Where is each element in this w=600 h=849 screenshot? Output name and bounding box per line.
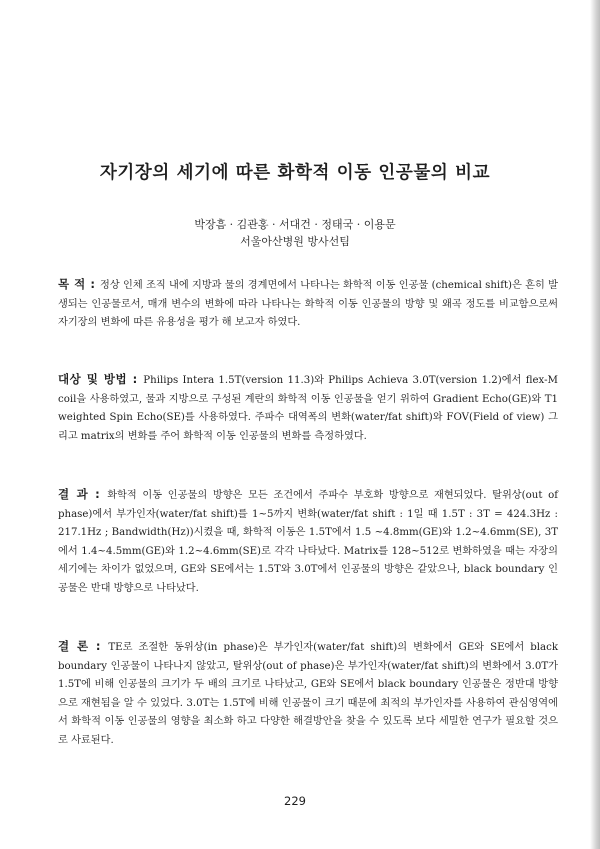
section-conclusion <box>58 637 558 751</box>
section-label: 결 과 : <box>58 487 108 501</box>
section-text: TE로 조절한 동위상(in phase)은 부가인자(water/fat shift)의 변화에서 GE와 SE에서 black boundary 인공물이 나타나지 않았고, 탈위상(out of phase)은 부가인자(water/fat shift)의 변화에서 3.0T가 1.5T에 비해 인공물의 크기가 두 배의 크기로 나타났고, GE와 SE에서 black boundary 인공물은 정반대 방향으로 재현됨을 알 수 있었다. 3.0T는 1.5T에 비해 인공물이 크기 때문에 최적의 부가인자를 사용하여 관심영역에서 화학적 이동 인공물의 영향을 최소화 하고 다양한 해결방안을 찾을 수 있도록 보다 세밀한 연구가 필요할 것으로 사료된다. <box>58 642 558 746</box>
section-methods <box>58 370 558 446</box>
section-label: 대상 및 방법 : <box>58 372 144 386</box>
author-block <box>0 216 590 250</box>
author-list: 박장흠 · 김관홍 · 서대건 · 정태국 · 이용문 <box>194 218 396 231</box>
affiliation: 서울아산병원 방사선팀 <box>240 235 350 248</box>
section-results <box>58 485 558 599</box>
section-label: 목 적 : <box>58 277 101 291</box>
page-edge-shadow <box>590 0 600 849</box>
section-label: 결 론 : <box>58 639 109 653</box>
page-number: 229 <box>284 794 306 808</box>
paper-title: 자기장의 세기에 따른 화학적 이동 인공물의 비교 <box>99 162 491 183</box>
section-text: 화학적 이동 인공물의 방향은 모든 조건에서 주파수 부호화 방향으로 재현되었다. 탈위상(out of phase)에서 부가인자(water/fat shift)를 1~5까지 변화(water/fat shift : 1일 때 1.5T : 3T = 424.3Hz : 217.1Hz ; Bandwidth(Hz))시켰을 때, 화학적 이동은 1.5T에서 1.5 ~4.8mm(GE)와 1.2~4.6mm(SE), 3T에서 1.4~4.5mm(GE)와 1.2~4.6mm(SE)로 각각 나타났다. Matrix를 128~512로 변화하였을 때는 자장의 세기에는 차이가 없었으며, GE와 SE에서는 1.5T와 3.0T에서 인공물의 방향은 같았으나, black boundary 인공물은 반대 방향으로 나타났다. <box>58 490 559 594</box>
section-text: Philips Intera 1.5T(version 11.3)와 Philips Achieva 3.0T(version 1.2)에서 flex-M coil을 사용하였고, 물과 지방으로 구성된 계란의 화학적 이동 인공물을 얻기 위하여 Gradient Echo(GE)와 T1 weighted Spin Echo(SE)를 사용하였다. 주파수 대역폭의 변화(water/fat shift)와 FOV(Field of view) 그리고 matrix의 변화를 주어 화학적 이동 인공물의 변화를 측정하였다. <box>58 375 558 442</box>
section-purpose <box>58 275 558 333</box>
section-text: 정상 인체 조직 내에 지방과 물의 경계면에서 나타나는 화학적 이동 인공물 (chemical shift)은 흔히 발생되는 인공물로서, 매개 변수의 변화에 따라 나타나는 화학적 이동 인공물의 방향 및 왜곡 정도를 비교함으로써 자기장의 변화에 따른 유용성을 평가 해 보고자 하였다. <box>58 280 559 329</box>
